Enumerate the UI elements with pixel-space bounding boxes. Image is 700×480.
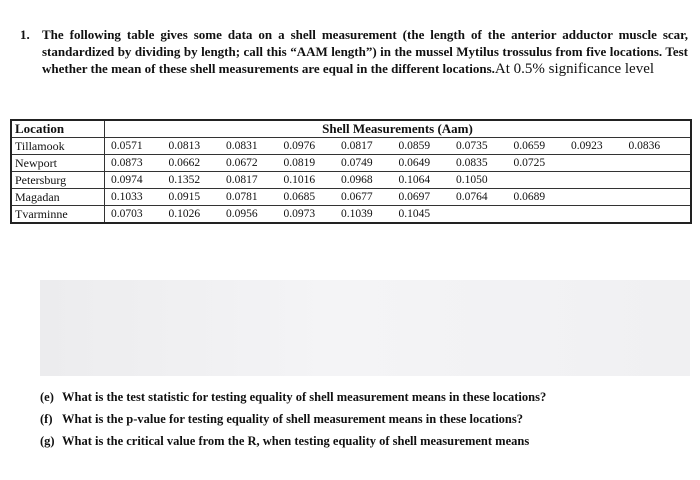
location-cell: Newport — [11, 155, 105, 172]
measurement-value: 0.0749 — [341, 157, 373, 169]
location-cell: Magadan — [11, 189, 105, 206]
table-row — [11, 189, 691, 206]
measurement-value: 0.0873 — [111, 157, 143, 169]
measurement-value: 0.0859 — [398, 140, 431, 152]
location-column-header: Location — [11, 120, 105, 138]
question-text: What is the test statistic for testing equality of shell measurement means in these locations? — [62, 390, 547, 404]
measurement-value: 0.0685 — [283, 191, 316, 203]
measurement-value: 0.1045 — [398, 208, 431, 220]
measurement-values-cell — [105, 138, 692, 155]
measurement-value: 0.1026 — [168, 208, 201, 220]
table-row — [11, 155, 691, 172]
measurement-value: 0.0968 — [341, 174, 373, 186]
question-letter: (e) — [40, 390, 54, 404]
question-text: What is the p-value for testing equality of shell measurement means in these locations? — [62, 412, 523, 426]
question-item — [40, 408, 695, 430]
question-item — [40, 386, 695, 408]
measurement-value: 0.1039 — [341, 208, 373, 220]
measurement-value: 0.0817 — [226, 174, 258, 186]
measurement-value: 0.1352 — [168, 174, 201, 186]
measurement-values-cell — [105, 172, 692, 189]
measurement-value: 0.0649 — [398, 157, 431, 169]
table-row — [11, 206, 691, 224]
measurement-values-cell — [105, 206, 692, 224]
measurement-value: 0.0819 — [283, 157, 316, 169]
location-cell: Tillamook — [11, 138, 105, 155]
problem-statement — [20, 26, 688, 78]
measurement-value: 0.0836 — [628, 140, 661, 152]
table-row — [11, 138, 691, 155]
problem-text — [42, 26, 688, 78]
measurement-value: 0.0697 — [398, 191, 431, 203]
problem-body: The following table gives some data on a shell measurement (the length of the anterior adductor muscle scar, standardized by dividing by length; call this “AAM length”) in the mussel Mytilus trossulus from five locations. Test whether the mean of these shell measurements are equal in the different locations. — [42, 27, 688, 76]
measurement-value: 0.0659 — [513, 140, 546, 152]
question-letter: (g) — [40, 434, 55, 448]
location-cell: Petersburg — [11, 172, 105, 189]
measurement-value: 0.0973 — [283, 208, 316, 220]
redacted-region — [40, 280, 690, 376]
table-body — [11, 138, 691, 224]
measurement-value: 0.0956 — [226, 208, 258, 220]
problem-number: 1. — [20, 27, 30, 42]
measurement-value: 0.0703 — [111, 208, 143, 220]
measurement-value: 0.0764 — [456, 191, 488, 203]
measurement-value: 0.0817 — [341, 140, 373, 152]
measurement-value: 0.0781 — [226, 191, 258, 203]
measurement-value: 0.1050 — [456, 174, 488, 186]
measurement-values-cell — [105, 155, 692, 172]
measurement-value: 0.1033 — [111, 191, 143, 203]
measurement-value: 0.0672 — [226, 157, 258, 169]
question-letter: (f) — [40, 412, 53, 426]
measurement-value: 0.0735 — [456, 140, 488, 152]
measurement-values-cell — [105, 189, 692, 206]
table-header-row — [11, 120, 691, 138]
measurement-value: 0.0725 — [513, 157, 546, 169]
measurement-value: 0.0813 — [168, 140, 201, 152]
measurement-value: 0.0689 — [513, 191, 546, 203]
shell-measurements-table — [10, 119, 692, 224]
measurement-value: 0.0662 — [168, 157, 201, 169]
measurements-column-header: Shell Measurements (Aam) — [105, 120, 692, 138]
question-text: What is the critical value from the R, when testing equality of shell measurement means — [62, 434, 530, 448]
measurement-value: 0.0974 — [111, 174, 143, 186]
measurement-value: 0.1016 — [283, 174, 316, 186]
table-row — [11, 172, 691, 189]
measurement-value: 0.0923 — [571, 140, 603, 152]
measurement-value: 0.0976 — [283, 140, 316, 152]
measurement-value: 0.0571 — [111, 140, 143, 152]
measurement-value: 0.1064 — [398, 174, 431, 186]
measurement-value: 0.0677 — [341, 191, 373, 203]
location-cell: Tvarminne — [11, 206, 105, 224]
measurement-value: 0.0835 — [456, 157, 488, 169]
measurement-value: 0.0915 — [168, 191, 201, 203]
measurement-value: 0.0831 — [226, 140, 258, 152]
question-item — [40, 430, 695, 452]
significance-level: At 0.5% significance level — [494, 61, 655, 77]
question-list — [40, 386, 695, 452]
